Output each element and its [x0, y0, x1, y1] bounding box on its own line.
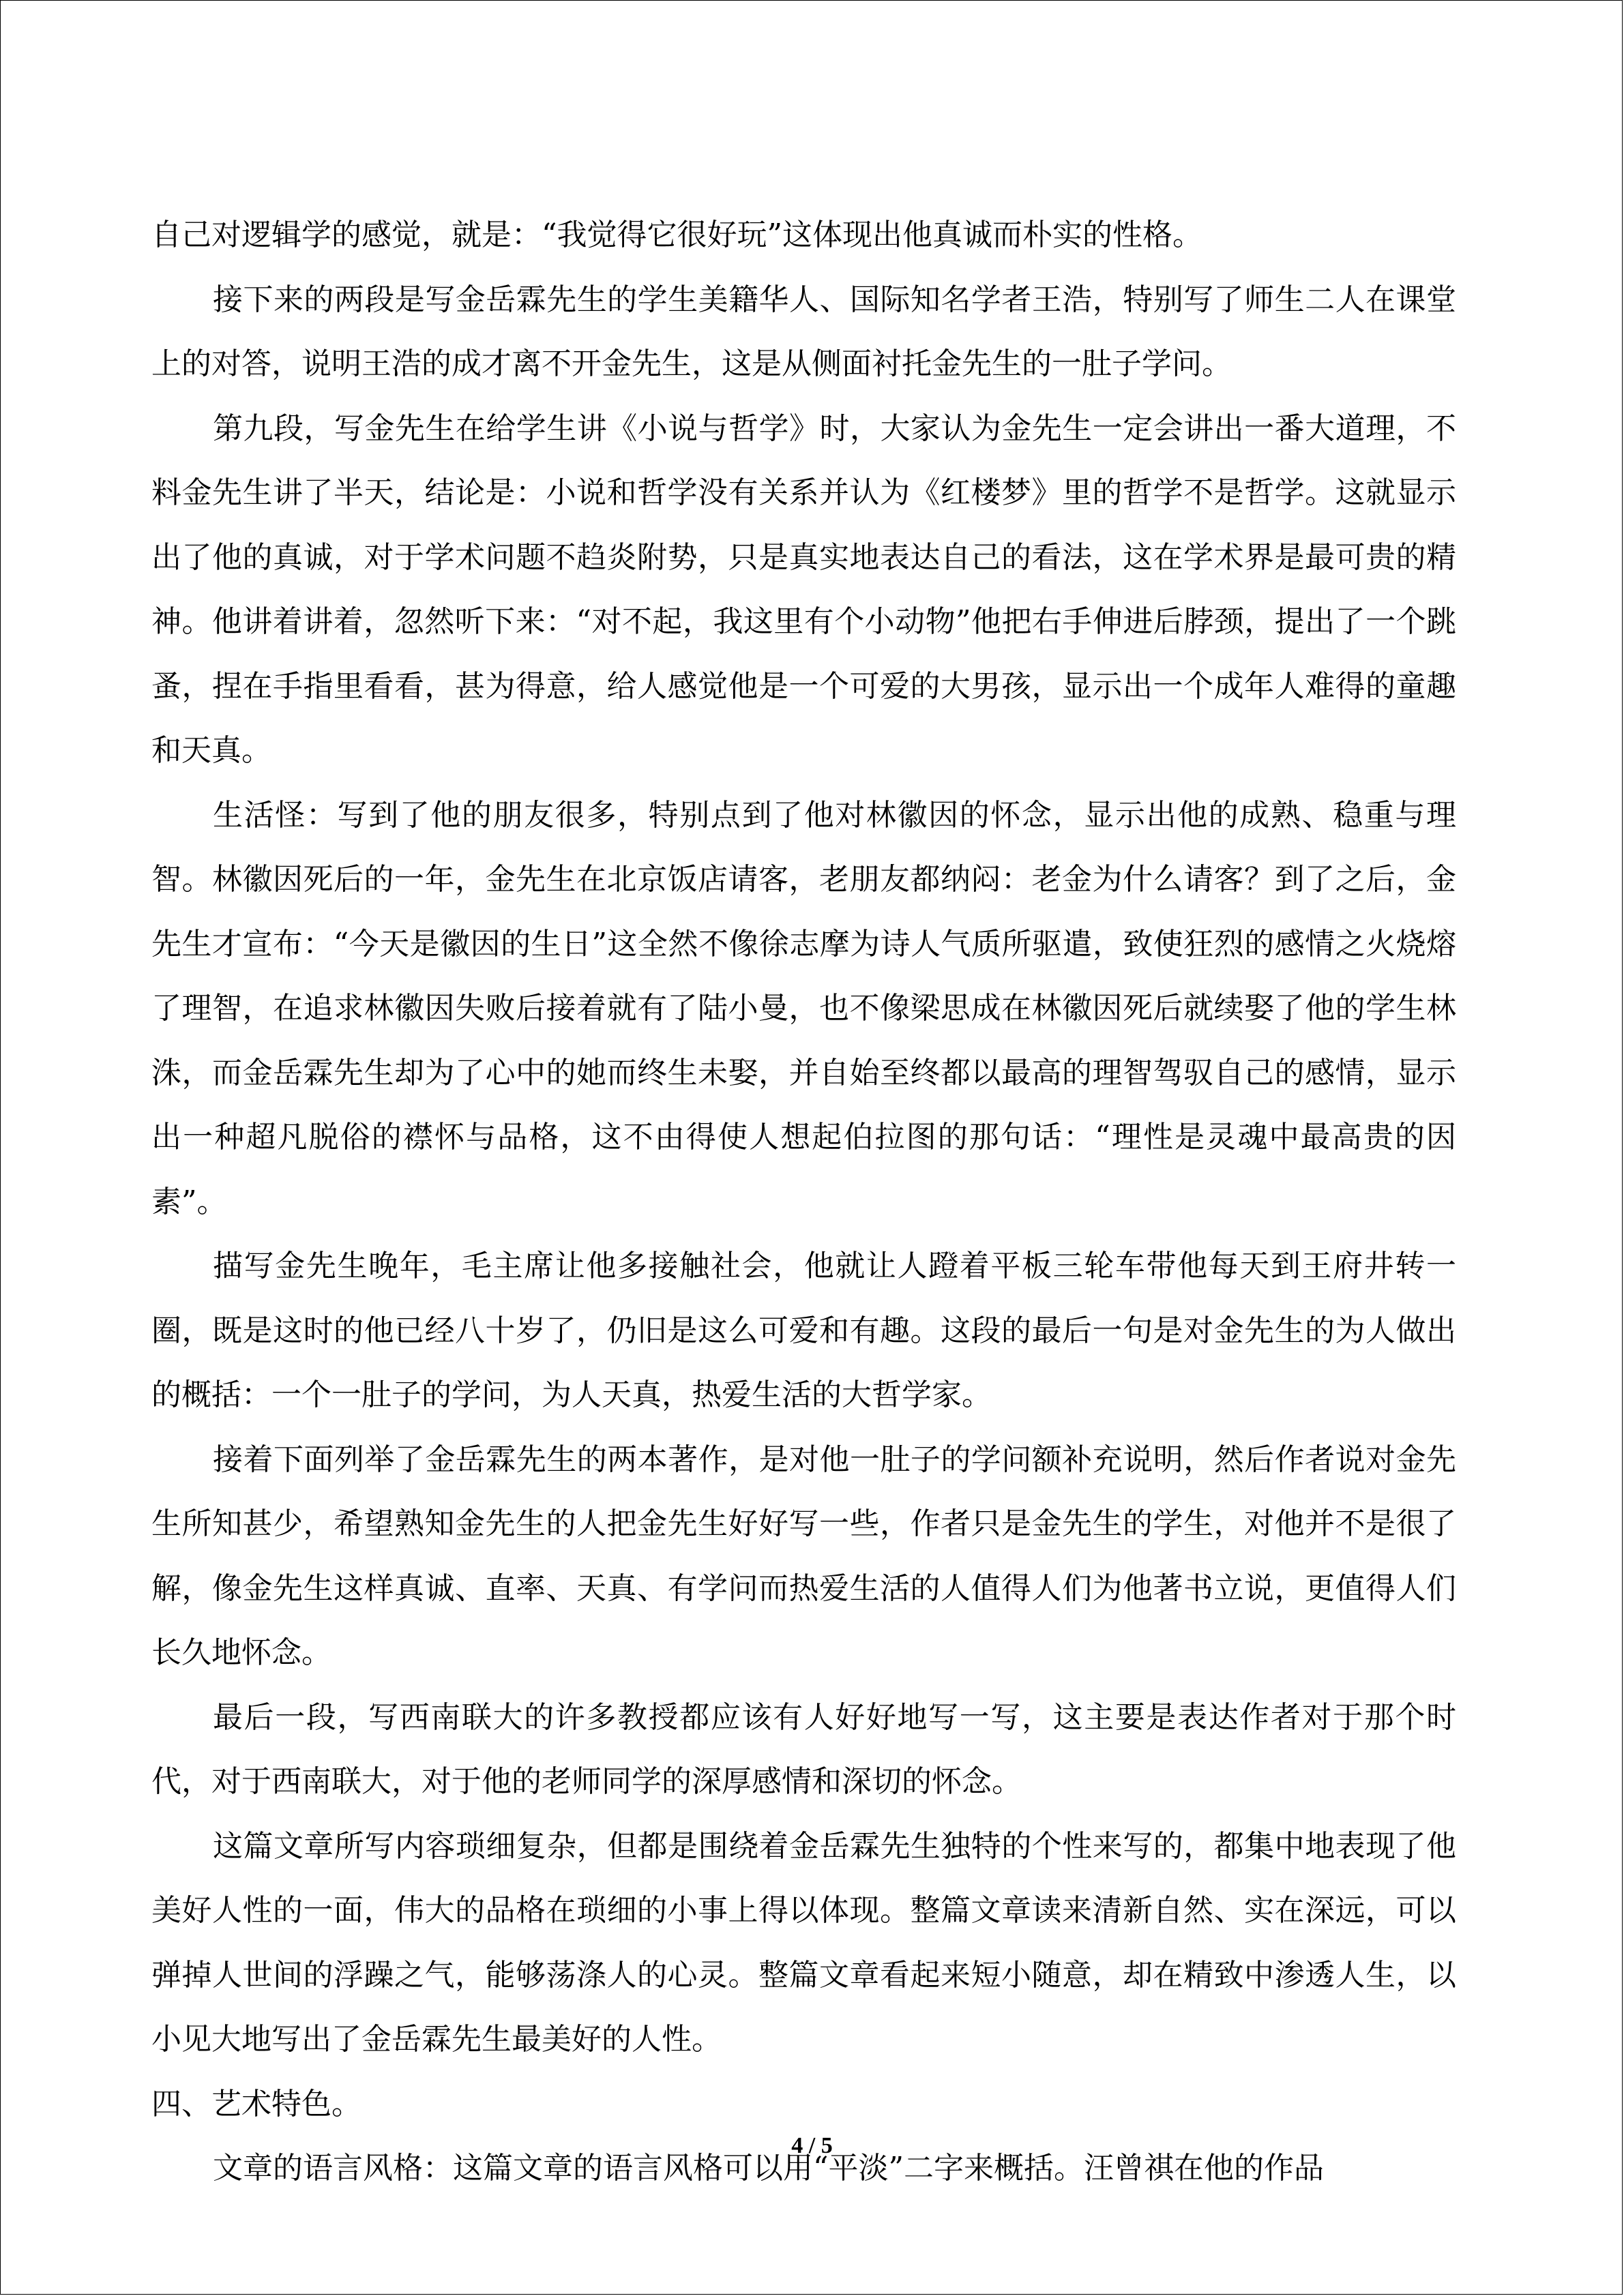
paragraph: 这篇文章所写内容琐细复杂，但都是围绕着金岳霖先生独特的个性来写的，都集中地表现了他美好人性的一面，伟大的品格在琐细的小事上得以体现。整篇文章读来清新自然、实在深远，可以弹掉人世间的浮躁之气，能够荡涤人的心灵。整篇文章看起来短小随意，却在精致中渗透人生，以小见大地写出了金岳霖先生最美好的人性。: [151, 1828, 1456, 2057]
paragraph: 生活怪：写到了他的朋友很多，特别点到了他对林徽因的怀念，显示出他的成熟、稳重与理智。林徽因死后的一年，金先生在北京饭店请客，老朋友都纳闷：老金为什么请客？到了之后，金先生才宣布：“今天是徽因的生日”这全然不像徐志摩为诗人气质所驱遣，致使狂烈的感情之火烧熔了理智，在追求林徽因失败后接着就有了陆小曼，也不像梁思成在林徽因死后就续娶了他的学生林洙，而金岳霖先生却为了心中的她而终生未娶，并自始至终都以最高的理智驾驭自己的感情，显示出一种超凡脱俗的襟怀与品格，这不由得使人想起伯拉图的那句话：“理性是灵魂中最高贵的因素”。: [151, 797, 1456, 1219]
paragraph: 自己对逻辑学的感觉，就是：“我觉得它很好玩”这体现出他真诚而朴实的性格。: [151, 218, 1202, 252]
page-number: 4 / 5: [791, 2133, 833, 2158]
paragraph: 描写金先生晚年，毛主席让他多接触社会，他就让人蹬着平板三轮车带他每天到王府井转一圈，既是这时的他已经八十岁了，仍旧是这么可爱和有趣。这段的最后一句是对金先生的为人做出的概括：一个一肚子的学问，为人天真，热爱生活的大哲学家。: [151, 1249, 1456, 1412]
paragraph: 文章的语言风格：这篇文章的语言风格可以用“平淡”二字来概括。汪曾祺在他的作品: [213, 2151, 1324, 2186]
paragraph: 接着下面列举了金岳霖先生的两本著作，是对他一肚子的学问额补充说明，然后作者说对金先生所知甚少，希望熟知金先生的人把金先生好好写一些，作者只是金先生的学生，对他并不是很了解，像金先生这样真诚、直率、天真、有学问而热爱生活的人值得人们为他著书立说，更值得人们长久地怀念。: [151, 1442, 1456, 1670]
document-body: [151, 203, 1456, 2201]
paragraph: 第九段，写金先生在给学生讲《小说与哲学》时，大家认为金先生一定会讲出一番大道理，不料金先生讲了半天，结论是：小说和哲学没有关系并认为《红楼梦》里的哲学不是哲学。这就显示出了他的真诚，对于学术问题不趋炎附势，只是真实地表达自己的看法，这在学术界是最可贵的精神。他讲着讲着，忽然听下来：“对不起，我这里有个小动物”他把右手伸进后脖颈，提出了一个跳蚤，捏在手指里看看，甚为得意，给人感觉他是一个可爱的大男孩，显示出一个成年人难得的童趣和天真。: [151, 411, 1456, 768]
paragraph: 最后一段，写西南联大的许多教授都应该有人好好地写一写，这主要是表达作者对于那个时代，对于西南联大，对于他的老师同学的深厚感情和深切的怀念。: [151, 1699, 1456, 1799]
paragraph: 接下来的两段是写金岳霖先生的学生美籍华人、国际知名学者王浩，特别写了师生二人在课堂上的对答，说明王浩的成才离不开金先生，这是从侧面衬托金先生的一肚子学问。: [151, 282, 1456, 381]
section-heading: 四、艺术特色。: [151, 2086, 361, 2121]
